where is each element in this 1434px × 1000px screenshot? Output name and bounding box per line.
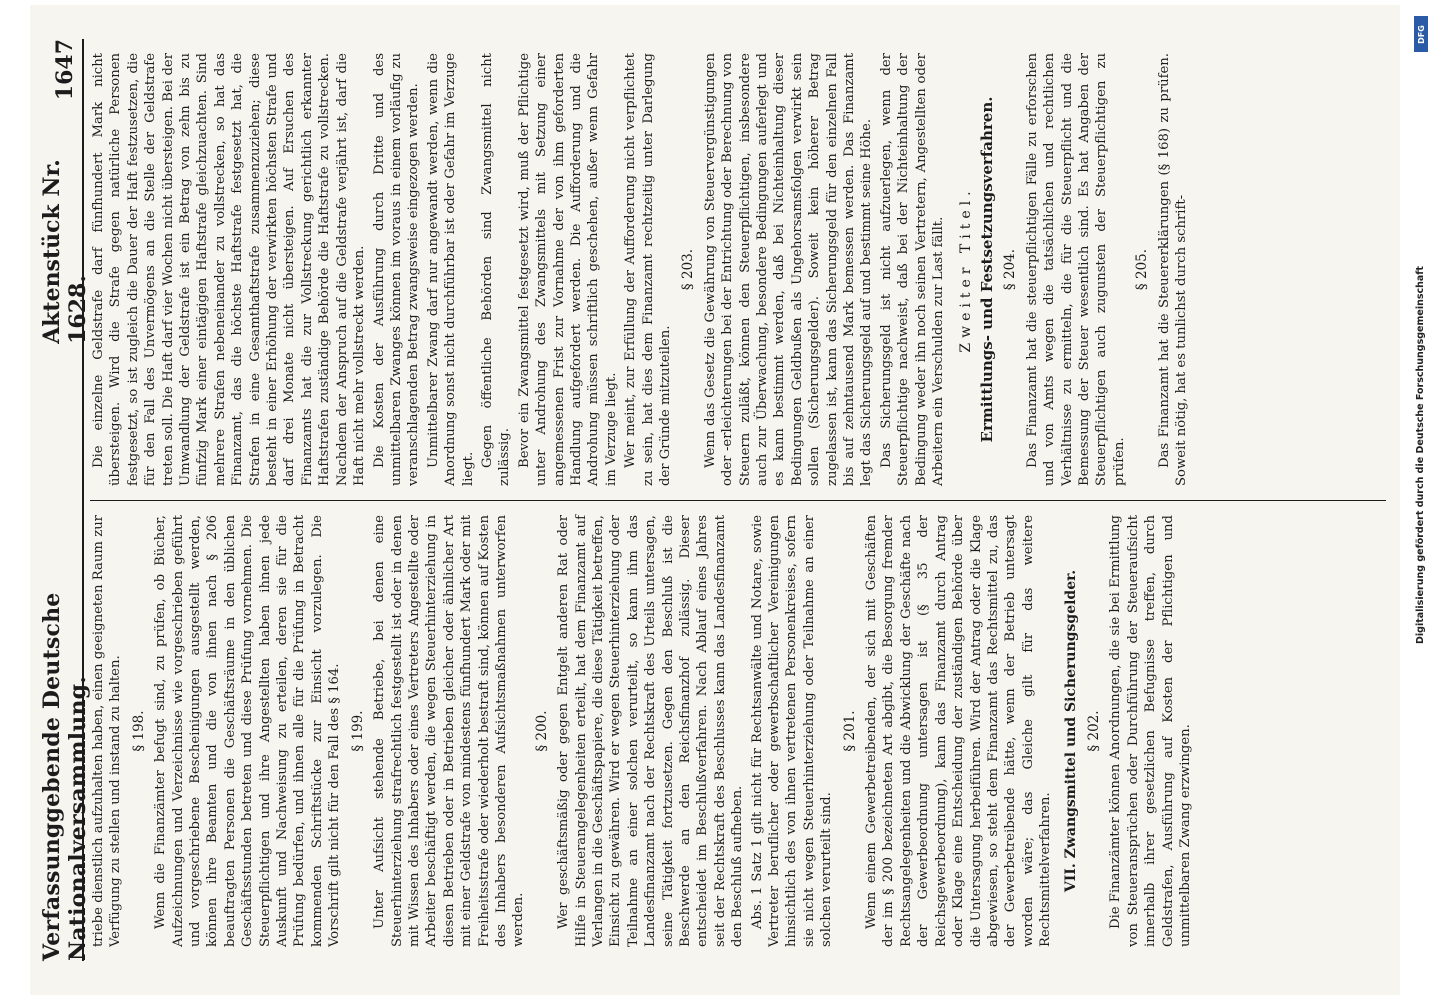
section-heading-202: § 202. xyxy=(1085,710,1102,752)
section-heading-198: § 198. xyxy=(130,710,147,752)
chapter-heading-vii: VII. Zwangsmittel und Sicherungsgelder. xyxy=(1062,569,1079,893)
paragraph: Die Kosten der Ausführung durch Dritte und des unmittelbaren Zwanges können im voraus in einem vorläufig zu veranschlagenden Betrag zwangsweise eingezogen werden. xyxy=(371,53,422,486)
paragraph: Gegen öffentliche Behörden sind Zwangsmittel nicht zulässig. xyxy=(479,53,513,486)
subtitle-heading: Ermittlungs- und Festsetzungsverfahren. xyxy=(977,96,996,443)
paragraph: Die einzelne Geldstrafe darf fünfhundert Mark nicht übersteigen. Wird die Strafe gegen natürliche Personen festgesetzt, so ist zugleich die Dauer der Haft festzusetzen, die für den Fall des Unvermögens an die Stelle der Geldstrafe treten soll. Die Haft darf vier Wochen nicht übersteigen. Bei der Umwandlung der Geldstrafe ist ein Betrag von zehn bis zu fünfzig Mark einer eintägigen Haftstrafe gleichzuachten. Sind mehrere Strafen nebeneinander zu vollstrecken, so hat das Finanzamt, das die höchste Haftstrafe festgesetzt hat, die Strafen in eine Gesamthaftstrafe zusammenzuziehen; diese besteht in einer Erhöhung der verwirkten höchsten Strafe und darf drei Monate nicht übersteigen. Auf Ersuchen des Finanzamts hat die zur Vollstreckung gerichtlich erkannter Haftstrafen zuständige Behörde die Haftstrafe zu vollstrecken. Nachdem der Anspruch auf die Geldstrafe verjährt ist, darf die Haft nicht mehr vollstreckt werden. xyxy=(91,53,368,486)
paragraph: Abs. 1 Satz 1 gilt nicht für Rechtsanwälte und Notare, sowie Vertreter beruflicher oder gewerbschaftlicher Vereinigungen hinsichtlich des von ihnen vertretenen Personenkreises, sofern sie nicht wegen Steuerhinterziehung oder Teilnahme an einer solchen verurteilt sind. xyxy=(749,515,835,947)
section-heading-203: § 203. xyxy=(680,248,697,291)
paragraph: Wer meint, zur Erfüllung der Aufforderung nicht verpflichtet zu sein, hat dies dem Finanzamt rechtzeitig unter Darlegung der Gründe mitzuteilen. xyxy=(623,53,673,486)
document-page xyxy=(30,5,1400,995)
dfg-logo-text: DFG xyxy=(1416,24,1426,44)
paragraph: Das Finanzamt hat die Steuererklärungen (§ 168) zu prüfen. Soweit nötig, hat es tunlichst durch schrift- xyxy=(1156,53,1189,486)
digitization-margin xyxy=(1410,10,1432,910)
dfg-logo xyxy=(1414,16,1428,52)
paragraph: Bevor ein Zwangsmittel festgesetzt wird, muß der Pflichtige unter Androhung des Zwangsmittels mit Setzung einer angemessenen Frist zur Vornahme der von ihm geforderten Handlung aufgefordert werden. Die Aufforderung und die Androhung müssen schriftlich geschehen, außer wenn Gefahr im Verzuge liegt. xyxy=(516,53,619,486)
section-heading-204: § 204. xyxy=(1002,248,1019,291)
paragraph: Unter Aufsicht stehende Betriebe, bei denen eine Steuerhinterziehung strafrechtlich festgestellt ist oder in denen mit Wissen des Inhabers oder eines Vertreters Angestellte oder Arbeiter beschäftigt werden, die wegen Steuerhinterziehung in diesen Betrieben oder in Betrieben gleicher oder ähnlicher Art mit einer Geldstrafe von mindestens fünfhundert Mark oder mit Freiheitsstrafe oder wiederholt bestraft sind, können auf Kosten des Inhabers besonderen Aufsichtsmaßnahmen unterworfen werden. xyxy=(372,515,527,947)
paragraph: Das Finanzamt hat die steuerpflichtigen Fälle zu erforschen und von Amts wegen die tatsächlichen und rechtlichen Verhältnisse zu ermitteln, die für die Steuerpflicht und die Bemessung der Steuer wesentlich sind. Es hat Angaben der Steuerpflichtigen auch zugunsten der Steuerpflichtigen zu prüfen. xyxy=(1024,53,1127,486)
section-heading-199: § 199. xyxy=(349,710,366,752)
title-heading: Zweiter Titel. xyxy=(957,186,974,353)
page-header xyxy=(39,39,91,961)
digitization-note: Digitalisierung gefördert durch die Deutsche Forschungsgemeinschaft xyxy=(1415,266,1426,644)
left-column xyxy=(90,500,1386,961)
paragraph: Unmittelbarer Zwang darf nur angewandt werden, wenn die Anordnung sonst nicht durchführbar ist oder Gefahr im Verzuge liegt. xyxy=(425,53,476,486)
page-number: 1647 xyxy=(52,39,78,101)
paragraph: Wer geschäftsmäßig oder gegen Entgelt anderen Rat oder Hilfe in Steuerangelegenheiten erteilt, hat dem Finanzamt auf Verlangen in die Geschäftspapiere, die diese Tätigkeit betreffen, Einsicht zu gewähren. Wird er wegen Steuerhinterziehung oder Teilnahme an einer solchen verurteilt, so kann ihm das Landesfinanzamt nach der Rechtskraft des Urteils untersagen, seine Tätigkeit fortzusetzen. Gegen den Beschluß ist die Beschwerde an den Reichsfinanzhof zulässig. Dieser entscheidet im Beschlußverfahren. Nach Ablauf eines Jahres seit der Rechtskraft des Beschlusses kann das Landesfinanzamt den Beschluß aufheben. xyxy=(556,515,746,947)
section-heading-200: § 200. xyxy=(533,710,550,752)
header-title: Verfassunggebende Deutsche Nationalversammlung. xyxy=(39,592,91,961)
paragraph: Die Finanzämter können Anordnungen, die sie bei Ermittlung von Steueransprüchen oder Durchführung der Steueraufsicht innerhalb ihrer gesetzlichen Befugnisse treffen, durch Geldstrafen, Ausführung auf Kosten der Pflichtigen und unmittelbaren Zwang erzwingen. xyxy=(1108,515,1193,947)
right-column xyxy=(90,39,1386,500)
text-columns xyxy=(90,39,1386,961)
paragraph: Wenn die Finanzämter befugt sind, zu prüfen, ob Bücher, Aufzeichnungen und Verzeichnisse wie vorgeschrieben geführt und vorgeschriebene Bescheinigungen ausgestellt werden, können ihre Beamten und die von ihnen nach § 206 beauftragten Personen die Geschäftsräume in den üblichen Geschäftsstunden betreten und diese Prüfung vornehmen. Die Steuerpflichtigen und ihre Angestellten haben ihnen jede Auskunft und Nachweisung zu erteilen, deren sie für die Prüfung bedürfen, und ihnen alle für die Prüfung in Betracht kommenden Schriftstücke zur Einsicht vorzulegen. Die Vorschrift gilt nicht für den Fall des § 164. xyxy=(153,515,343,947)
section-heading-205: § 205. xyxy=(1134,248,1151,291)
header-document-number: Aktenstück Nr. 1628. xyxy=(39,159,91,344)
paragraph: Wenn das Gesetz die Gewährung von Steuervergünstigungen oder -erleichterungen bei der Entrichtung oder Berechnung von Steuern zuläßt, können den Steuerpflichtigen, insbesondere auch zur Überwachung, besondere Bedingungen auferlegt und es kann bestimmt werden, daß bei Nichteinhaltung dieser Bedingungen Geldbußen als Ungehorsamsfolgen verwirkt sein sollen (Sicherungsgelder). Soweit kein höherer Betrag zugelassen ist, kann das Sicherungsgeld für den einzelnen Fall bis auf zehntausend Mark bemessen werden. Das Finanzamt legt das Sicherungsgeld auf und bestimmt seine Höhe. xyxy=(702,53,875,486)
paragraph: Das Sicherungsgeld ist nicht aufzuerlegen, wenn der Steuerpflichtige nachweist, daß bei der Nichteinhaltung der Bedingung weder ihn noch seinen Vertretern, Angestellten oder Arbeitern ein Verschulden zur Last fällt. xyxy=(878,53,947,486)
section-heading-201: § 201. xyxy=(841,710,858,752)
paragraph: Wenn einem Gewerbetreibenden, der sich mit Geschäften der im § 200 bezeichneten Art abgibt, die Besorgung fremder Rechtsangelegenheiten und die Abwicklung der Geschäfte nach der Gewerbeordnung untersagen ist (§ 35 der Reichsgewerbeordnung), kann das Finanzamt durch Antrag oder Klage eine Entscheidung der zuständigen Behörde über die Untersagung herbeiführen. Wird der Antrag oder die Klage abgewiesen, so steht dem Finanzamt das Rechtsmittel zu, das der Gewerbetreibende hätte, wenn der Betrieb untersagt worden wäre; das Gleiche gilt für das weitere Rechtsmittelverfahren. xyxy=(864,515,1054,947)
paragraph: triebe dienstlich aufzuhalten haben, einen geeigneten Raum zur Verfügung zu stellen und instand zu halten. xyxy=(91,515,124,947)
